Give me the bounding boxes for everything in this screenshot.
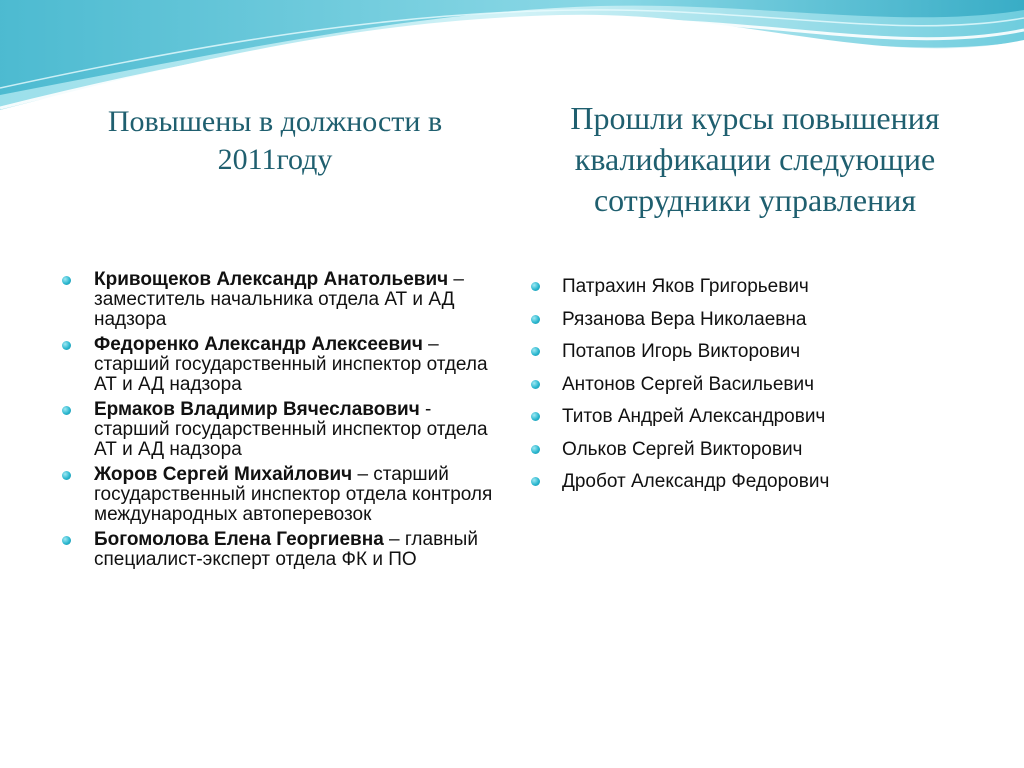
list-item: Ольков Сергей Викторович bbox=[531, 438, 1001, 462]
list-item bbox=[62, 270, 502, 330]
person-position: – главный специалист-эксперт отдела ФК и ПО bbox=[94, 529, 478, 570]
list-item: Патрахин Яков Григорьевич bbox=[531, 275, 1001, 299]
list-item: Дробот Александр Федорович bbox=[531, 470, 1001, 494]
person-position: – старший государственный инспектор отдела АТ и АД надзора bbox=[94, 334, 488, 395]
person-name: Жоров Сергей Михайлович bbox=[94, 464, 353, 485]
list-item: Потапов Игорь Викторович bbox=[531, 340, 1001, 364]
list-item bbox=[62, 400, 502, 460]
list-item: Антонов Сергей Васильевич bbox=[531, 373, 1001, 397]
list-item bbox=[62, 335, 502, 395]
promoted-list bbox=[62, 270, 502, 575]
training-section-title: Прошли курсы повышения квалификации следующие сотрудники управления bbox=[570, 100, 940, 218]
list-item bbox=[62, 465, 502, 525]
person-position: – заместитель начальника отдела АТ и АД надзора bbox=[94, 269, 465, 330]
person-name: Ермаков Владимир Вячеславович bbox=[94, 399, 420, 420]
promoted-section-title: Повышены в должности в 2011году bbox=[107, 105, 443, 176]
list-item: Рязанова Вера Николаевна bbox=[531, 308, 1001, 332]
person-name: Богомолова Елена Георгиевна bbox=[94, 529, 384, 550]
person-name: Кривощеков Александр Анатольевич bbox=[94, 269, 449, 290]
trained-list bbox=[531, 275, 1001, 503]
person-name: Федоренко Александр Алексеевич bbox=[94, 334, 423, 355]
person-position: - старший государственный инспектор отдела АТ и АД надзора bbox=[94, 399, 488, 460]
list-item: Титов Андрей Александрович bbox=[531, 405, 1001, 429]
person-position: – старший государственный инспектор отдела контроля международных автоперевозок bbox=[94, 464, 493, 525]
list-item bbox=[62, 530, 502, 570]
